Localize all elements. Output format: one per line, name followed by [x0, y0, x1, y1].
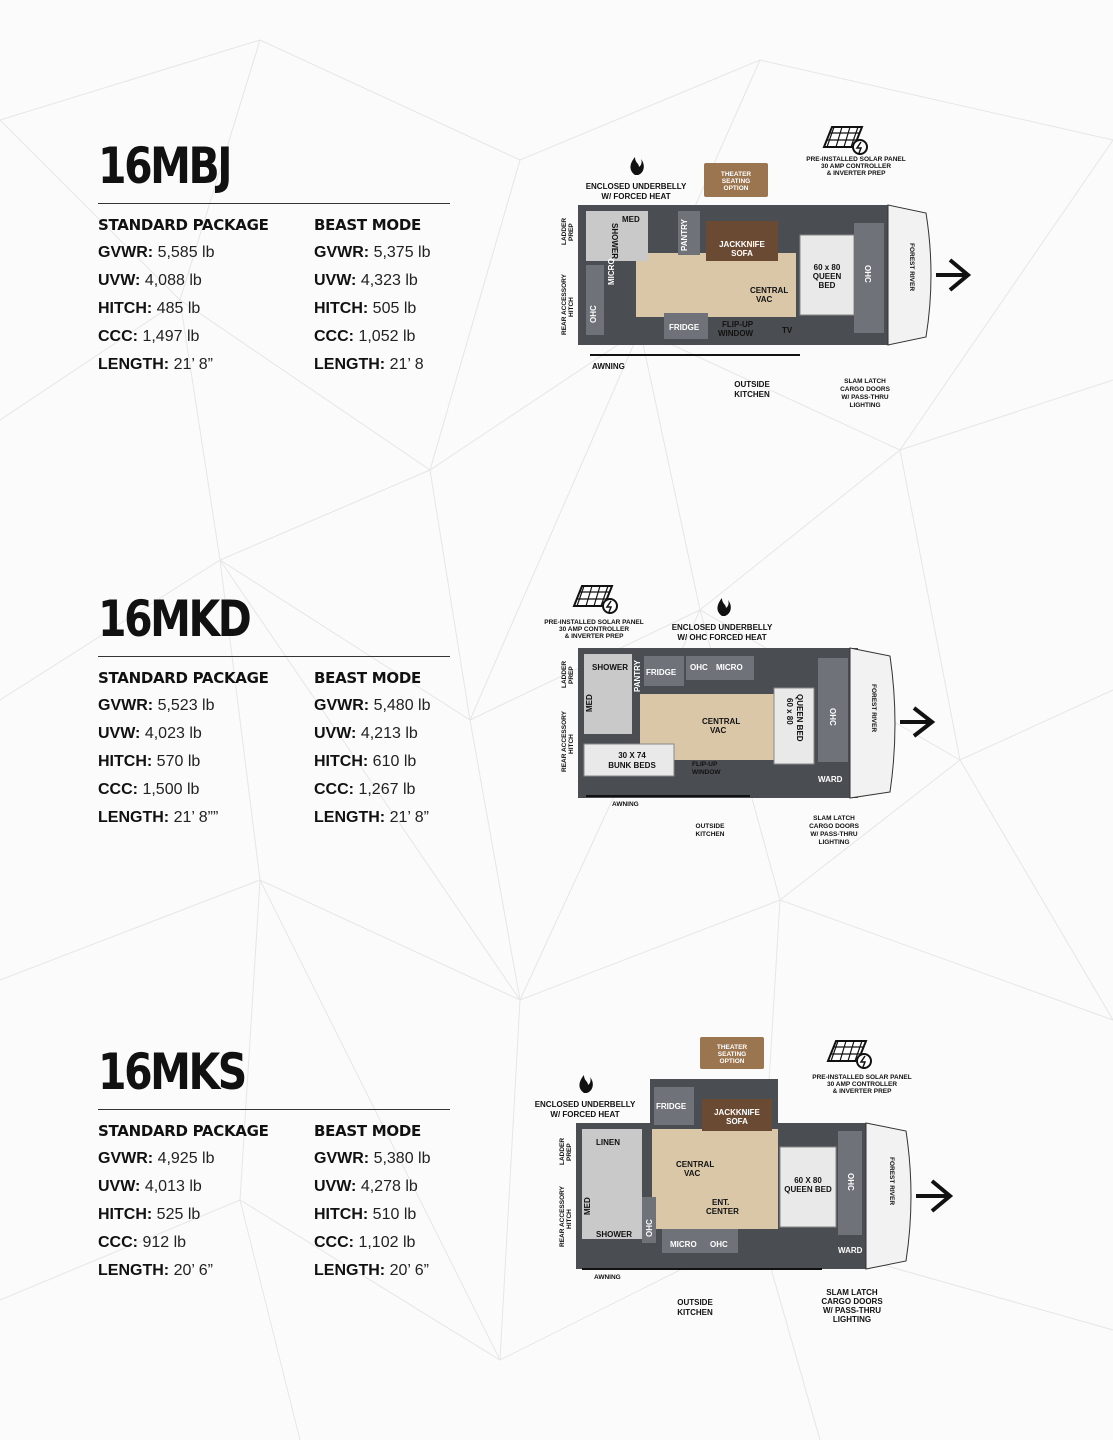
rear-ohc — [586, 265, 604, 335]
ent-label: CENTER — [706, 1207, 739, 1216]
spec-key: LENGTH: — [98, 356, 170, 373]
slam-label: LIGHTING — [849, 402, 881, 409]
spec-value: 525 lb — [156, 1206, 201, 1223]
shower-label: SHOWER — [610, 223, 619, 259]
ladder-label: PREP — [566, 1143, 573, 1161]
kitchen-label: OUTSIDE — [695, 823, 725, 830]
beast-mode-specs — [314, 215, 514, 383]
ohc-label: OHC — [846, 1173, 855, 1191]
floorplan-16mkd — [530, 584, 950, 848]
ent-label: ENT. — [712, 1198, 730, 1207]
spec-key: LENGTH: — [98, 1262, 170, 1279]
spec-key: GVWR: — [314, 697, 370, 714]
model-title: 16MBJ — [98, 137, 231, 195]
med-label: MED — [583, 1197, 592, 1215]
standard-package-heading: STANDARD PACKAGE — [98, 669, 269, 687]
spec-value: 5,380 lb — [373, 1150, 431, 1167]
spec-row — [314, 243, 514, 271]
ladder-label: PREP — [568, 666, 575, 684]
ladder-label: LADDER — [561, 660, 568, 688]
underbelly-label: ENCLOSED UNDERBELLY — [671, 623, 773, 632]
window-label: WINDOW — [692, 769, 721, 776]
spec-key: LENGTH: — [314, 809, 386, 826]
hitch-label: HITCH — [568, 734, 575, 754]
spec-key: UVW: — [98, 725, 141, 742]
theater-label: OPTION — [719, 1058, 745, 1065]
spec-row — [98, 1149, 298, 1177]
micro-label: MICRO — [716, 663, 743, 672]
med-label: MED — [622, 215, 640, 224]
pantry-label: PANTRY — [680, 219, 689, 251]
beast-mode-heading: BEAST MODE — [314, 216, 421, 234]
spec-key: UVW: — [314, 272, 357, 289]
kitchen-label: KITCHEN — [695, 831, 725, 838]
spec-value: 1,052 lb — [358, 328, 416, 345]
vac-label: VAC — [710, 726, 727, 735]
spec-row — [98, 696, 298, 724]
spec-key: UVW: — [314, 725, 357, 742]
fridge-label: FRIDGE — [669, 323, 700, 332]
spec-value: 21’ 8” — [173, 356, 213, 373]
model-title: 16MKD — [98, 590, 250, 648]
bed-label: QUEEN — [812, 272, 842, 281]
floorplan-16mbj — [550, 125, 980, 415]
solar-label: PRE-INSTALLED SOLAR PANEL — [544, 619, 644, 626]
spec-value: 4,013 lb — [144, 1178, 202, 1195]
hitch-tongue — [916, 1181, 950, 1211]
slam-label: CARGO DOORS — [821, 1297, 883, 1306]
kitchen-label: OUTSIDE — [734, 380, 770, 389]
spec-key: CCC: — [314, 328, 354, 345]
ohc-label: OHC — [690, 663, 708, 672]
flame-icon — [579, 1075, 592, 1093]
spec-key: CCC: — [314, 1234, 354, 1251]
floorplan-16mks — [522, 1037, 962, 1327]
spec-value: 20’ 6” — [173, 1262, 213, 1279]
spec-key: GVWR: — [98, 1150, 154, 1167]
spec-value: 4,323 lb — [360, 272, 418, 289]
spec-row — [314, 355, 514, 383]
floor-area — [636, 253, 796, 317]
spec-key: CCC: — [98, 328, 138, 345]
spec-key: CCC: — [98, 781, 138, 798]
spec-row — [314, 271, 514, 299]
spec-row — [314, 808, 514, 836]
flame-icon — [717, 598, 730, 616]
hitch-label: REAR ACCESSORY — [559, 1186, 566, 1247]
standard-package-specs — [98, 215, 298, 383]
spec-value: 4,023 lb — [144, 725, 202, 742]
vac-label: VAC — [756, 295, 773, 304]
slam-label: LIGHTING — [832, 1315, 872, 1324]
slam-label: CARGO DOORS — [840, 386, 890, 393]
underbelly-label: W/ FORCED HEAT — [550, 1110, 620, 1119]
solar-label: 30 AMP CONTROLLER — [558, 626, 630, 633]
slam-label: LIGHTING — [818, 839, 850, 846]
sofa-label: JACKKNIFE — [714, 1108, 760, 1117]
model-16mkd — [0, 590, 1113, 1010]
underbelly-label: W/ OHC FORCED HEAT — [677, 633, 767, 642]
theater-label: SEATING — [721, 178, 751, 185]
solar-label: PRE-INSTALLED SOLAR PANEL — [812, 1074, 912, 1081]
spec-value: 4,278 lb — [360, 1178, 418, 1195]
solar-panel-icon — [574, 586, 617, 613]
spec-key: UVW: — [314, 1178, 357, 1195]
spec-key: CCC: — [98, 1234, 138, 1251]
bed-label: 60 X 80 — [794, 1176, 822, 1185]
bunk-label: 30 X 74 — [618, 751, 646, 760]
awning-label: AWNING — [594, 1274, 621, 1281]
awning-label: AWNING — [592, 362, 625, 371]
theater-label: SEATING — [717, 1051, 747, 1058]
slam-label: SLAM LATCH — [826, 1288, 878, 1297]
vac-label: CENTRAL — [676, 1160, 715, 1169]
spec-value: 5,523 lb — [157, 697, 215, 714]
linen-label: LINEN — [596, 1138, 620, 1147]
spec-value: 4,088 lb — [144, 272, 202, 289]
spec-key: CCC: — [314, 781, 354, 798]
tv-label: TV — [782, 326, 793, 335]
spec-row — [314, 1177, 514, 1205]
theater-label: OPTION — [723, 185, 749, 192]
spec-value: 21’ 8 — [389, 356, 424, 373]
spec-value: 610 lb — [372, 753, 417, 770]
spec-row — [98, 271, 298, 299]
spec-value: 510 lb — [372, 1206, 417, 1223]
ward-label: WARD — [818, 775, 843, 784]
spec-value: 1,267 lb — [358, 781, 416, 798]
hitch-tongue — [900, 708, 932, 736]
spec-value: 20’ 6” — [389, 1262, 429, 1279]
kitchen-label: KITCHEN — [677, 1308, 713, 1317]
spec-value: 21’ 8” — [389, 809, 429, 826]
kitchen-label: OUTSIDE — [677, 1298, 713, 1307]
spec-row — [314, 780, 514, 808]
spec-key: HITCH: — [314, 300, 369, 317]
micro-label: MICRO — [607, 258, 616, 285]
title-divider — [98, 203, 450, 204]
spec-key: LENGTH: — [314, 356, 386, 373]
spec-row — [314, 1233, 514, 1261]
ohc-label: OHC — [589, 305, 598, 323]
solar-label: & INVERTER PREP — [826, 170, 886, 177]
spec-value: 570 lb — [156, 753, 201, 770]
hitch-label: HITCH — [566, 1209, 573, 1229]
beast-mode-heading: BEAST MODE — [314, 1122, 421, 1140]
slam-label: SLAM LATCH — [844, 378, 886, 385]
spec-key: GVWR: — [98, 697, 154, 714]
title-divider — [98, 656, 450, 657]
shower-label: SHOWER — [592, 663, 628, 672]
bed-label: 60 x 80 — [785, 698, 794, 725]
fridge-label: FRIDGE — [656, 1102, 687, 1111]
spec-value: 912 lb — [142, 1234, 187, 1251]
bed-label: 60 x 80 — [813, 263, 841, 272]
spec-row — [314, 696, 514, 724]
vac-label: CENTRAL — [750, 286, 789, 295]
spec-key: HITCH: — [314, 753, 369, 770]
ohc-label: OHC — [828, 708, 837, 726]
spec-row — [98, 808, 298, 836]
spec-row — [314, 752, 514, 780]
spec-key: GVWR: — [314, 244, 370, 261]
hitch-label: HITCH — [568, 297, 575, 317]
standard-package-specs — [98, 1121, 298, 1289]
brand-label: FOREST RIVER — [888, 1157, 895, 1206]
spec-row — [98, 327, 298, 355]
spec-value: 1,102 lb — [358, 1234, 416, 1251]
sofa-label: SOFA — [726, 1117, 748, 1126]
spec-row — [314, 1205, 514, 1233]
ohc-label: OHC — [863, 265, 872, 283]
ladder-label: LADDER — [561, 217, 568, 245]
hitch-label: REAR ACCESSORY — [561, 274, 568, 335]
pantry-label: PANTRY — [633, 660, 642, 692]
spec-key: UVW: — [98, 1178, 141, 1195]
spec-row — [98, 243, 298, 271]
spec-row — [98, 1177, 298, 1205]
window-label: FLIP-UP — [692, 761, 718, 768]
bunk-label: BUNK BEDS — [608, 761, 656, 770]
spec-value: 4,213 lb — [360, 725, 418, 742]
solar-label: PRE-INSTALLED SOLAR PANEL — [806, 156, 906, 163]
solar-label: 30 AMP CONTROLLER — [820, 163, 892, 170]
solar-panel-icon — [828, 1041, 871, 1068]
window-label: WINDOW — [718, 329, 754, 338]
spec-value: 5,585 lb — [157, 244, 215, 261]
spec-row — [98, 1261, 298, 1289]
standard-package-heading: STANDARD PACKAGE — [98, 216, 269, 234]
spec-key: HITCH: — [98, 1206, 153, 1223]
underbelly-label: W/ FORCED HEAT — [601, 192, 671, 201]
spec-key: GVWR: — [314, 1150, 370, 1167]
bed-label: QUEEN BED — [795, 694, 804, 742]
bunk-beds — [584, 744, 674, 776]
spec-key: GVWR: — [98, 244, 154, 261]
bed-label: QUEEN BED — [784, 1185, 832, 1194]
model-16mbj — [0, 137, 1113, 557]
spec-value: 4,925 lb — [157, 1150, 215, 1167]
theater-label: THEATER — [720, 171, 752, 178]
spec-row — [314, 724, 514, 752]
brand-label: FOREST RIVER — [870, 684, 877, 733]
solar-label: 30 AMP CONTROLLER — [826, 1081, 898, 1088]
spec-row — [314, 327, 514, 355]
beast-mode-specs — [314, 1121, 514, 1289]
theater-label: THEATER — [716, 1044, 748, 1051]
spec-key: HITCH: — [98, 753, 153, 770]
solar-label: & INVERTER PREP — [832, 1088, 892, 1095]
ladder-label: LADDER — [559, 1137, 566, 1165]
window-label: FLIP-UP — [722, 320, 754, 329]
spec-row — [314, 1261, 514, 1289]
spec-row — [98, 780, 298, 808]
spec-key: LENGTH: — [314, 1262, 386, 1279]
sofa-label: SOFA — [731, 249, 753, 258]
ohc-label: OHC — [645, 1219, 654, 1237]
spec-row — [98, 299, 298, 327]
hitch-label: REAR ACCESSORY — [561, 711, 568, 772]
spec-value: 505 lb — [372, 300, 417, 317]
solar-panel-icon — [824, 127, 867, 154]
spec-value: 21’ 8”” — [173, 809, 219, 826]
brand-label: FOREST RIVER — [908, 243, 915, 292]
beast-mode-specs — [314, 668, 514, 836]
underbelly-label: ENCLOSED UNDERBELLY — [585, 182, 687, 191]
underbelly-label: ENCLOSED UNDERBELLY — [534, 1100, 636, 1109]
hitch-tongue — [936, 260, 968, 290]
spec-row — [98, 355, 298, 383]
spec-value: 1,500 lb — [142, 781, 200, 798]
vac-label: VAC — [684, 1169, 701, 1178]
slam-label: SLAM LATCH — [813, 815, 855, 822]
spec-value: 1,497 lb — [142, 328, 200, 345]
solar-label: & INVERTER PREP — [564, 633, 624, 640]
flame-icon — [630, 157, 643, 175]
med-label: MED — [585, 694, 594, 712]
awning-label: AWNING — [612, 801, 639, 808]
spec-row — [98, 724, 298, 752]
vac-label: CENTRAL — [702, 717, 741, 726]
spec-key: UVW: — [98, 272, 141, 289]
spec-value: 5,375 lb — [373, 244, 431, 261]
spec-row — [98, 752, 298, 780]
kitchen-label: KITCHEN — [734, 390, 770, 399]
standard-package-heading: STANDARD PACKAGE — [98, 1122, 269, 1140]
model-title: 16MKS — [98, 1043, 245, 1101]
bed-label: BED — [818, 281, 836, 290]
fridge-label: FRIDGE — [646, 668, 677, 677]
micro-label: MICRO — [670, 1240, 697, 1249]
spec-row — [314, 299, 514, 327]
spec-row — [314, 1149, 514, 1177]
spec-key: HITCH: — [314, 1206, 369, 1223]
title-divider — [98, 1109, 450, 1110]
spec-key: HITCH: — [98, 300, 153, 317]
standard-package-specs — [98, 668, 298, 836]
spec-row — [98, 1205, 298, 1233]
model-16mks — [0, 1043, 1113, 1440]
ward-label: WARD — [838, 1246, 863, 1255]
slam-label: CARGO DOORS — [809, 823, 859, 830]
ladder-label: PREP — [568, 223, 575, 241]
slam-label: W/ PASS-THRU — [810, 831, 858, 838]
slam-label: W/ PASS-THRU — [822, 1306, 882, 1315]
spec-key: LENGTH: — [98, 809, 170, 826]
spec-value: 485 lb — [156, 300, 201, 317]
sofa-label: JACKKNIFE — [719, 240, 765, 249]
beast-mode-heading: BEAST MODE — [314, 669, 421, 687]
spec-row — [98, 1233, 298, 1261]
slam-label: W/ PASS-THRU — [841, 394, 889, 401]
shower-label: SHOWER — [596, 1230, 632, 1239]
spec-value: 5,480 lb — [373, 697, 431, 714]
ohc-label: OHC — [710, 1240, 728, 1249]
